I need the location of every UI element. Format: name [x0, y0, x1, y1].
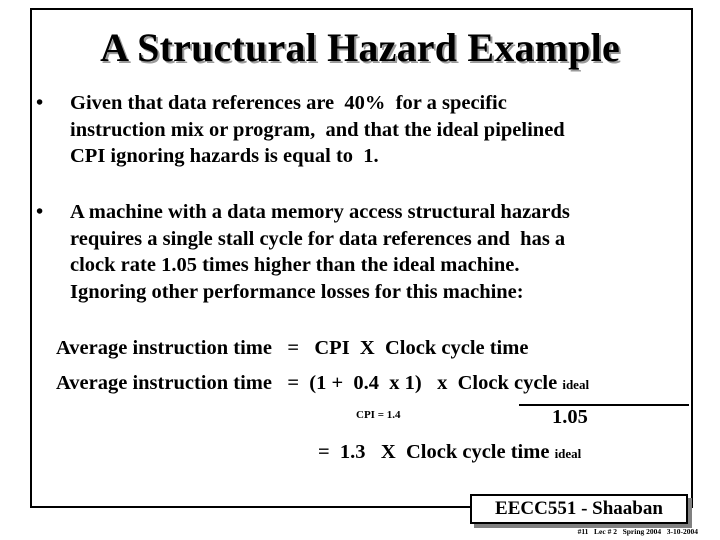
- bullet-2-line-2: requires a single stall cycle for data references and has a: [70, 227, 566, 250]
- bullet-1-line-1: Given that data references are 40% for a specific: [70, 92, 507, 114]
- bullet-2-line-4: Ignoring other performance losses for this machine:: [70, 280, 524, 303]
- fraction-divisor: 1.05: [552, 406, 588, 428]
- bullet-2-line-3: clock rate 1.05 times higher than the ideal machine.: [70, 254, 520, 276]
- equation-line-3: [318, 441, 581, 464]
- bullet-1-line-2: instruction mix or program, and that the ideal pipelined: [70, 118, 565, 141]
- equation-line-3-main: = 1.3 X Clock cycle time: [318, 441, 555, 463]
- equation-line-2: [56, 372, 589, 395]
- bullet-2-text: [70, 199, 570, 305]
- bullet-marker: •: [36, 92, 44, 114]
- bullet-1-text: [70, 90, 565, 170]
- bullet-1-line-3: CPI ignoring hazards is equal to 1.: [70, 145, 379, 167]
- equation-line-2-main: Average instruction time = (1 + 0.4 x 1) x Clock cycle: [56, 372, 563, 394]
- equation-line-3-subscript: ideal: [554, 446, 582, 461]
- slide-title: A Structural Hazard Example: [100, 25, 620, 70]
- lecture-footer: #11 Lec # 2 Spring 2004 3-10-2004: [577, 527, 698, 536]
- fraction-bar: [519, 404, 689, 406]
- course-badge: EECC551 - Shaaban: [470, 494, 688, 524]
- equation-line-2-subscript: ideal: [562, 377, 590, 392]
- bullet-marker: •: [36, 201, 44, 223]
- bullet-2-line-1: A machine with a data memory access structural hazards: [70, 201, 570, 223]
- equation-line-1: Average instruction time = CPI X Clock cycle time: [56, 337, 529, 359]
- cpi-note: CPI = 1.4: [356, 409, 401, 421]
